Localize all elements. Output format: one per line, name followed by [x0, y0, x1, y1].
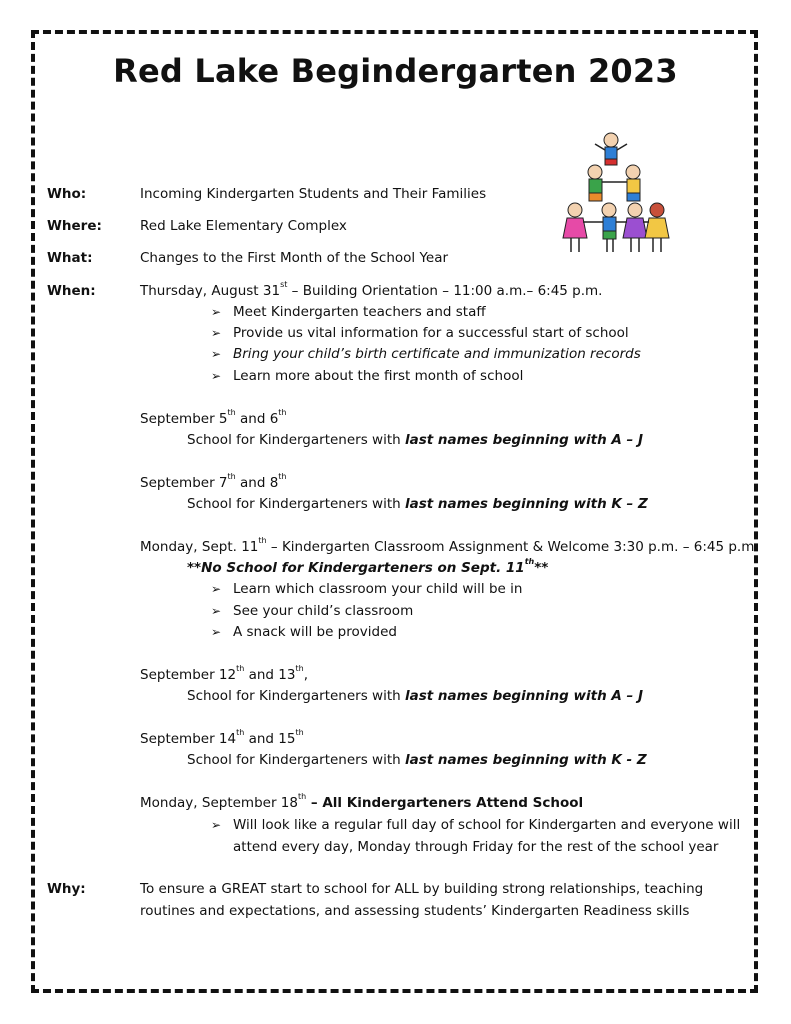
- children-pyramid-illustration: [553, 130, 693, 260]
- orientation-bullet: Meet Kindergarten teachers and staff: [233, 304, 486, 320]
- sep12-heading: September 12th and 13th,: [140, 664, 308, 683]
- who-text: Incoming Kindergarten Students and Their Families: [140, 186, 487, 202]
- sep7-heading: September 7th and 8th: [140, 472, 287, 491]
- bullet-icon: ➢: [211, 347, 222, 361]
- why-line1: To ensure a GREAT start to school for ALL by building strong relationships, teaching: [140, 881, 704, 897]
- sep14-detail: School for Kindergarteners with last names beginning with K - Z: [187, 752, 647, 768]
- what-text: Changes to the First Month of the School Year: [140, 250, 449, 266]
- monday18-bullet-line1: Will look like a regular full day of school for Kindergarten and everyone will: [233, 817, 741, 833]
- bullet-icon: ➢: [211, 369, 222, 383]
- bullet-icon: ➢: [211, 625, 222, 639]
- why-line2: routines and expectations, and assessing students’ Kindergarten Readiness skills: [140, 903, 690, 919]
- monday18-bullet-line2: attend every day, Monday through Friday for the rest of the school year: [233, 839, 719, 855]
- no-school-note: **No School for Kindergarteners on Sept. 11th**: [187, 557, 549, 576]
- sep5-detail: School for Kindergarteners with last names beginning with A – J: [187, 432, 644, 448]
- monday11-bullet: A snack will be provided: [233, 624, 397, 640]
- where-text: Red Lake Elementary Complex: [140, 218, 347, 234]
- what-label: What:: [47, 250, 93, 266]
- monday11-bullet: Learn which classroom your child will be in: [233, 581, 523, 597]
- sep5-heading: September 5th and 6th: [140, 408, 287, 427]
- sep12-detail: School for Kindergarteners with last names beginning with A – J: [187, 688, 644, 704]
- orientation-bullet: Bring your child’s birth certificate and immunization records: [233, 346, 641, 362]
- when-label: When:: [47, 283, 96, 299]
- why-label: Why:: [47, 881, 86, 897]
- who-label: Who:: [47, 186, 87, 202]
- monday11-bullet: See your child’s classroom: [233, 603, 414, 619]
- monday18-heading: Monday, September 18th – All Kindergarteners Attend School: [140, 792, 584, 811]
- orientation-bullet: Learn more about the first month of school: [233, 368, 524, 384]
- monday11-heading: Monday, Sept. 11th – Kindergarten Classroom Assignment & Welcome 3:30 p.m. – 6:45 p.m.: [140, 536, 759, 555]
- orientation-bullet: Provide us vital information for a successful start of school: [233, 325, 629, 341]
- page-title: Red Lake Begindergarten 2023: [113, 52, 678, 90]
- sep7-detail: School for Kindergarteners with last names beginning with K – Z: [187, 496, 648, 512]
- bullet-icon: ➢: [211, 818, 222, 832]
- sep14-heading: September 14th and 15th: [140, 728, 304, 747]
- where-label: Where:: [47, 218, 102, 234]
- bullet-icon: ➢: [211, 604, 222, 618]
- bullet-icon: ➢: [211, 582, 222, 596]
- bullet-icon: ➢: [211, 305, 222, 319]
- bullet-icon: ➢: [211, 326, 222, 340]
- orientation-line: Thursday, August 31st – Building Orientation – 11:00 a.m.– 6:45 p.m.: [140, 280, 603, 299]
